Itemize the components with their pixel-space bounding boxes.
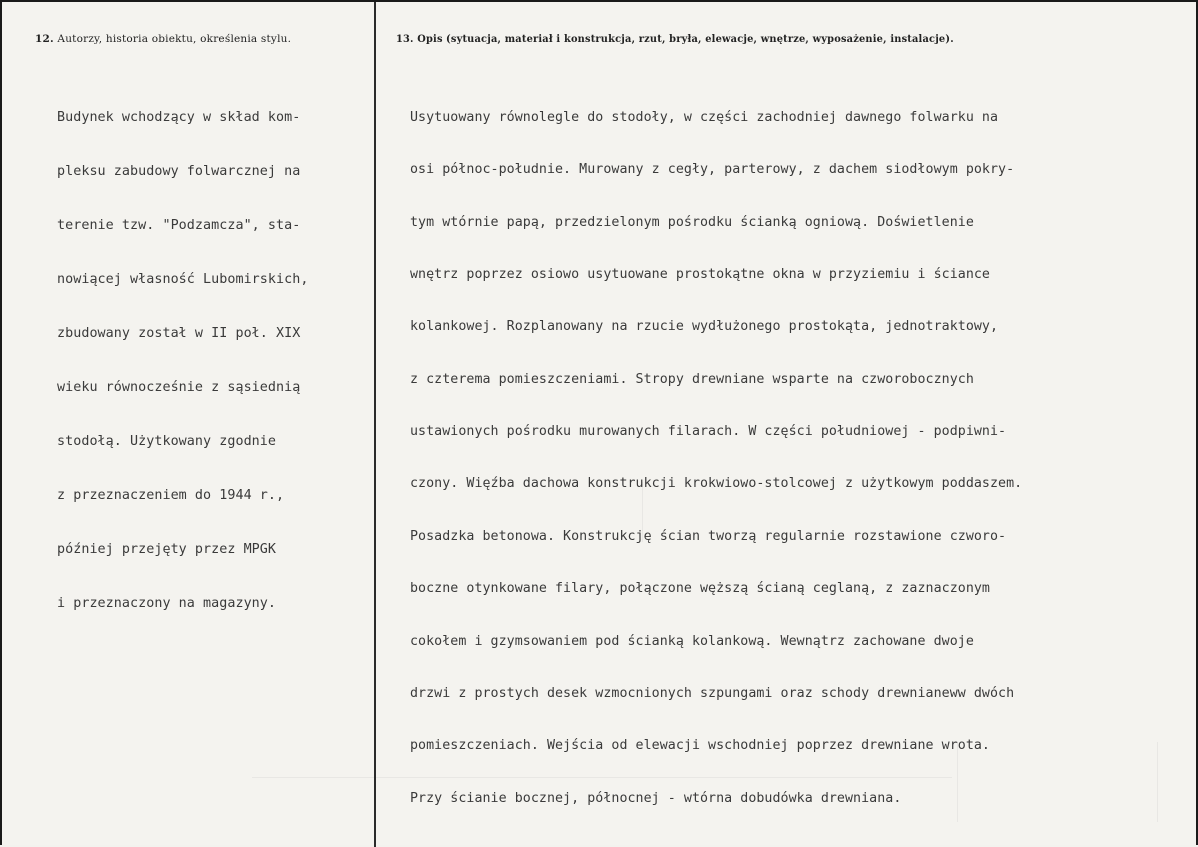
section-12-line: pleksu zabudowy folwarcznej na (57, 164, 301, 179)
column-divider (374, 2, 376, 847)
section-12-number: 12. (35, 33, 54, 45)
section-13-line: osi północ-południe. Murowany z cegły, parterowy, z dachem siodłowym pokry- (410, 162, 1015, 178)
section-12-typed-text (57, 73, 308, 649)
section-12-line: z przeznaczeniem do 1944 r., (57, 488, 285, 503)
section-13-line: czony. Więźba dachowa konstrukcji krokwiowo-stolcowej z użytkowym poddaszem. (410, 476, 1023, 492)
section-13-number: 13. Opis (396, 34, 443, 45)
section-12-line: zbudowany został w II poł. XIX (57, 326, 301, 341)
section-13-line: boczne otynkowane filary, połączone węższą ścianą ceglaną, z zaznaczonym (410, 581, 990, 597)
section-13-typed-text (410, 74, 1022, 842)
section-13-line: cokołem i gzymsowaniem pod ścianką kolankową. Wewnątrz zachowane dwoje (410, 633, 974, 649)
faint-guide-line (1157, 742, 1158, 822)
section-12-title: Autorzy, historia obiektu, określenia stylu. (57, 33, 292, 45)
section-12-line: stodołą. Użytkowany zgodnie (57, 434, 277, 449)
section-13-line: wnętrz poprzez osiowo usytuowane prostokątne okna w przyziemiu i ściance (410, 266, 990, 282)
section-13-line: ustawionych pośrodku murowanych filarach. W części południowej - podpiwni- (410, 424, 1007, 440)
section-12-line: później przejęty przez MPGK (57, 542, 277, 557)
section-13-line: Przy ścianie bocznej, północnej - wtórna dobudówka drewniana. (410, 790, 902, 806)
section-13-line: drzwi z prostych desek wzmocnionych szpungami oraz schody drewnianeww dwóch (410, 685, 1015, 701)
section-13-line: Posadzka betonowa. Konstrukcję ścian tworzą regularnie rozstawione czworo- (410, 528, 1007, 544)
section-13-line: z czterema pomieszczeniami. Stropy drewniane wsparte na czworobocznych (410, 371, 974, 387)
section-12-line: nowiącej własność Lubomirskich, (57, 272, 309, 287)
section-12-line: terenie tzw. "Podzamcza", sta- (57, 218, 301, 233)
section-13-title: (sytuacja, materiał i konstrukcja, rzut, bryła, elewacje, wnętrze, wyposażenie, instalacje). (446, 34, 954, 45)
section-13-heading (396, 34, 954, 45)
section-12-heading (35, 33, 291, 45)
section-13-line: Usytuowany równolegle do stodoły, w części zachodniej dawnego folwarku na (410, 109, 999, 125)
section-12-line: Budynek wchodzący w skład kom- (57, 110, 301, 125)
section-12-line: i przeznaczony na magazyny. (57, 596, 277, 611)
section-13-line: pomieszczeniach. Wejścia od elewacji wschodniej poprzez drewniane wrota. (410, 738, 990, 754)
section-13-line: tym wtórnie papą, przedzielonym pośrodku ścianką ogniową. Doświetlenie (410, 214, 974, 230)
section-13-line: kolankowej. Rozplanowany na rzucie wydłużonego prostokąta, jednotraktowy, (410, 319, 999, 335)
section-12-line: wieku równocześnie z sąsiednią (57, 380, 301, 395)
